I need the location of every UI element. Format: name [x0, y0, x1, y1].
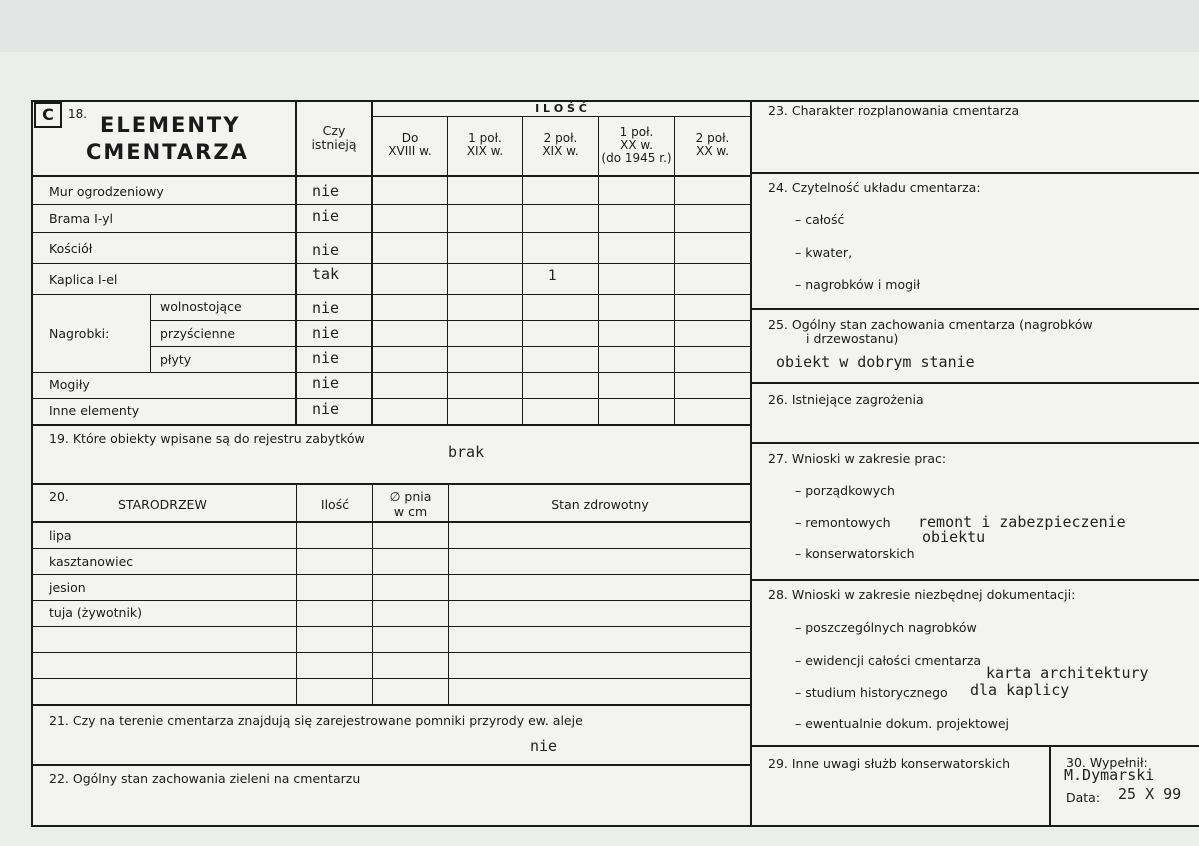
vline-p2: [522, 117, 523, 426]
period-header-3-line1: 2 poł.: [543, 131, 578, 145]
section-23-bottom: [752, 172, 1199, 174]
q28-label: 28. Wnioski w zakresie niezbędnej dokumentacji:: [768, 587, 1076, 602]
row-line: [151, 320, 750, 321]
q20-header-line: [33, 521, 750, 523]
q24-item: – nagrobków i mogił: [795, 277, 921, 292]
q20-row-line: [33, 652, 750, 653]
ilosc-header: I L O Ś Ć: [535, 102, 587, 115]
q25-label-2: i drzewostanu): [806, 331, 899, 346]
row-label-wolnostojace: wolnostojące: [160, 299, 242, 314]
top-margin: [0, 0, 1199, 52]
q18-number: 18.: [68, 107, 88, 121]
vline-p1: [447, 117, 448, 426]
exists-value: nie: [312, 374, 340, 392]
exists-value: nie: [312, 324, 340, 342]
period-header-4-line2: XX w.: [620, 138, 653, 152]
q28-item: – poszczególnych nagrobków: [795, 620, 977, 635]
vline-p3: [598, 117, 599, 426]
row-line: [33, 398, 750, 399]
q25-label-1: 25. Ogólny stan zachowania cmentarza (nagrobków: [768, 317, 1093, 332]
q20-row-line: [33, 548, 750, 549]
period-header-2-line1: 1 poł.: [468, 131, 502, 145]
q20-number: 20.: [49, 489, 69, 504]
period-header-4-line3: (do 1945 r.): [601, 151, 672, 165]
row-label-przyscienne: przyścienne: [160, 326, 236, 341]
row-label-kaplica: Kaplica I-el: [49, 272, 118, 287]
vline-p4: [674, 117, 675, 426]
tree-label: kasztanowiec: [49, 554, 134, 569]
q21-answer: nie: [530, 737, 558, 755]
q28-item: – ewentualnie dokum. projektowej: [795, 716, 1010, 731]
czy-header-2: istnieją: [311, 137, 357, 152]
q21-label: 21. Czy na terenie cmentarza znajdują się zarejestrowane pomniki przyrody ew. aleje: [49, 713, 583, 728]
q28-answer-1: karta architektury: [986, 664, 1149, 682]
q28-answer-2: dla kaplicy: [970, 681, 1070, 699]
q20-row-line: [33, 678, 750, 679]
q19-label: 19. Które obiekty wpisane są do rejestru zabytków: [49, 431, 365, 446]
q20-col-pnia-2: w cm: [393, 504, 428, 519]
row-label-plyty: płyty: [160, 352, 192, 367]
row-label-mogily: Mogiły: [49, 377, 90, 392]
section-28-bottom: [752, 745, 1199, 747]
frame-left: [31, 100, 33, 827]
exists-value: tak: [312, 265, 340, 283]
exists-value: nie: [312, 299, 340, 317]
tree-label: lipa: [49, 528, 72, 543]
q27-label: 27. Wnioski w zakresie prac:: [768, 451, 947, 466]
exists-value: nie: [312, 182, 340, 200]
q20-row-line: [33, 600, 750, 601]
q20-row-line: [33, 574, 750, 575]
section-24-bottom: [752, 308, 1199, 310]
row-line: [33, 263, 750, 264]
section-title-line1: ELEMENTY: [100, 113, 241, 137]
q22-label: 22. Ogólny stan zachowania zieleni na cmentarzu: [49, 771, 361, 786]
q20-col-ilosc: Ilość: [320, 497, 350, 512]
exists-value: nie: [312, 207, 340, 225]
row-line: [33, 372, 750, 373]
period-header-5-line2: XX w.: [696, 144, 729, 158]
row-label-inne: Inne elementy: [49, 403, 140, 418]
q24-item: – całość: [795, 212, 845, 227]
section-20-bottom: [33, 704, 750, 706]
section-21-bottom: [33, 764, 750, 766]
section-c-badge: C: [34, 102, 62, 128]
period-header-4-line1: 1 poł.: [619, 125, 654, 139]
section-27-bottom: [752, 579, 1199, 581]
header-bottom: [31, 175, 750, 177]
section-25-bottom: [752, 382, 1199, 384]
q23-label: 23. Charakter rozplanowania cmentarza: [768, 103, 1020, 118]
column-divider: [750, 100, 752, 827]
exists-value: nie: [312, 241, 340, 259]
row-line: [33, 232, 750, 233]
section-title-line2: CMENTARZA: [86, 140, 249, 164]
q20-title: STARODRZEW: [118, 497, 207, 512]
q27-item: – remontowych: [795, 515, 891, 530]
q28-item: – ewidencji całości cmentarza: [795, 653, 982, 668]
q20-col-pnia-1: ∅ pnia: [389, 489, 432, 504]
q20-vline: [372, 485, 373, 705]
q30-label: 30. Wypełnił:: [1066, 755, 1148, 770]
q24-item: – kwater,: [795, 245, 853, 260]
row-line: [151, 346, 750, 347]
q24-label: 24. Czytelność układu cmentarza:: [768, 180, 981, 195]
q30-date-label: Data:: [1066, 790, 1101, 805]
row-label-kosciol: Kościół: [49, 241, 93, 256]
period-header-1-line2: XVIII w.: [388, 144, 432, 158]
frame-bottom: [31, 825, 1199, 827]
ilosc-underline: [372, 116, 750, 117]
row-label-brama: Brama I-yl: [49, 211, 114, 226]
period-header-2-line2: XIX w.: [466, 144, 504, 158]
period-header-1-line1: Do: [401, 131, 419, 145]
q26-label: 26. Istniejące zagrożenia: [768, 392, 924, 407]
q30-date: 25 X 99: [1118, 785, 1182, 803]
exists-value: nie: [312, 349, 340, 367]
q27-item: – porządkowych: [795, 483, 895, 498]
row-line: [33, 294, 750, 295]
q20-row-line: [33, 626, 750, 627]
q27-answer-1: remont i zabezpieczenie: [918, 513, 1126, 531]
exists-value: nie: [312, 400, 340, 418]
q20-vline: [448, 485, 449, 705]
count-value: 1: [548, 268, 557, 284]
q30-name: M.Dymarski: [1064, 766, 1155, 784]
q29-q30-divider: [1049, 745, 1051, 827]
vline-nagrobki: [150, 294, 151, 372]
row-label-nagrobki: Nagrobki:: [49, 326, 110, 341]
tree-label: jesion: [49, 580, 86, 595]
q28-item: – studium historycznego: [795, 685, 948, 700]
row-label-mur: Mur ogrodzeniowy: [49, 184, 164, 199]
q20-vline: [296, 485, 297, 705]
q27-item: – konserwatorskich: [795, 546, 915, 561]
section-18-bottom: [33, 424, 750, 426]
period-header-5-line1: 2 poł.: [695, 131, 730, 145]
section-26-bottom: [752, 442, 1199, 444]
q19-answer: brak: [448, 443, 485, 461]
section-19-bottom: [33, 483, 750, 485]
tree-label: tuja (żywotnik): [49, 605, 143, 620]
period-header-3-line2: XIX w.: [542, 144, 579, 158]
q25-answer: obiekt w dobrym stanie: [776, 353, 975, 371]
q29-label: 29. Inne uwagi służb konserwatorskich: [768, 756, 1010, 771]
czy-header-1: Czy: [322, 123, 346, 138]
q20-col-stan: Stan zdrowotny: [551, 497, 649, 512]
q27-answer-2: obiektu: [922, 528, 986, 546]
row-line: [33, 204, 750, 205]
